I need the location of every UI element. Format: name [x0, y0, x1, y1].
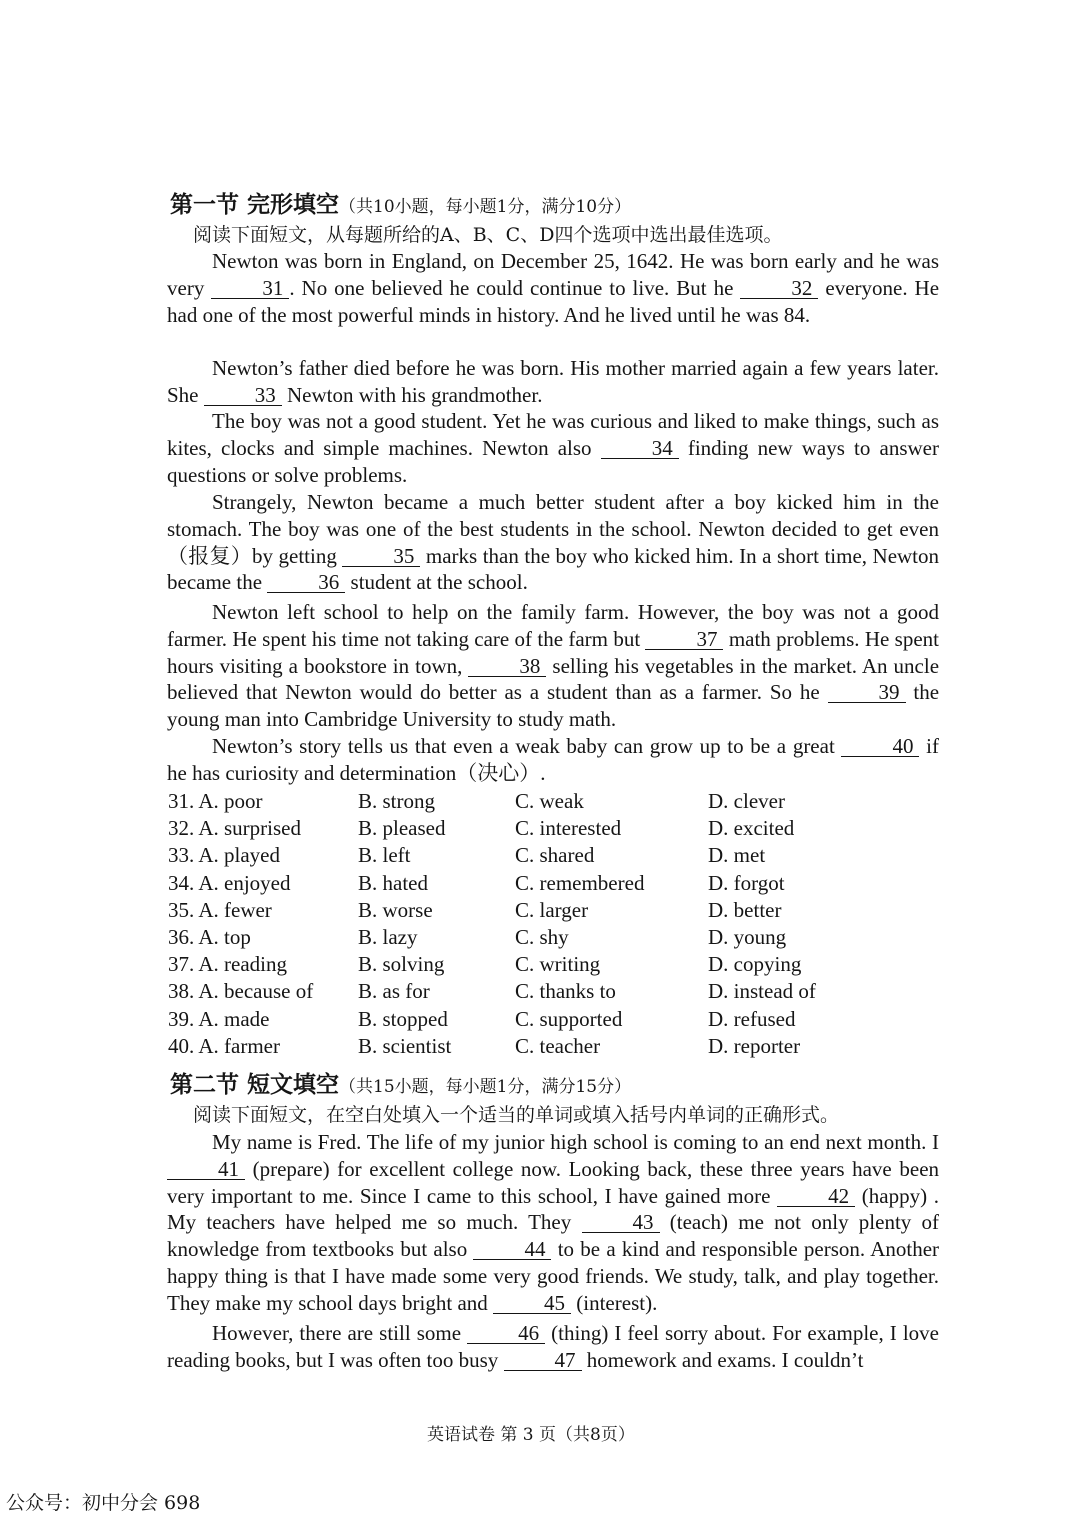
option-31-b: B. strong	[358, 789, 436, 813]
option-33-d: D. met	[708, 843, 766, 868]
option-38-d: D. instead of	[708, 979, 816, 1004]
option-31-c: C. weak	[515, 789, 584, 813]
option-35-d: D. better	[708, 897, 782, 922]
option-35-a: 35. A. fewer	[168, 897, 272, 922]
blank-40: 40	[841, 736, 919, 757]
blank-34: 34	[601, 438, 679, 459]
section2-instruction: 阅读下面短文，在空白处填入一个适当的单词或填入括号内单词的正确形式。	[193, 1104, 840, 1126]
blank-37: 37	[645, 629, 723, 650]
blank-45: 45	[493, 1293, 571, 1314]
option-40-a: 40. A. farmer	[168, 1033, 280, 1058]
option-38-a: 38. A. because of	[168, 979, 314, 1004]
blank-33: 33	[204, 385, 282, 406]
option-38-c: C. thanks to	[515, 979, 616, 1004]
option-37-b: B. solving	[358, 952, 445, 977]
section2-note: （共15小题，每小题1分，满分15分）	[339, 1077, 632, 1097]
options-row-35	[168, 898, 948, 925]
option-32-c: C. interested	[515, 816, 622, 841]
blank-46: 46	[467, 1323, 545, 1344]
options-row-39	[168, 1007, 948, 1034]
blank-41: 41	[167, 1159, 245, 1180]
options-row-38	[168, 979, 948, 1006]
option-33-b: B. left	[358, 843, 411, 868]
options-row-34	[168, 871, 948, 898]
option-31-d: D. clever	[708, 789, 785, 813]
option-37-a: 37. A. reading	[168, 952, 287, 977]
option-40-d: D. reporter	[708, 1033, 801, 1058]
blank-35: 35	[342, 546, 420, 567]
section1-note: （共10小题，每小题1分，满分10分）	[339, 197, 632, 217]
option-36-b: B. lazy	[358, 924, 418, 949]
option-32-d: D. excited	[708, 816, 795, 841]
option-34-a: 34. A. enjoyed	[168, 870, 291, 895]
option-38-b: B. as for	[358, 979, 430, 1004]
option-36-c: C. shy	[515, 924, 569, 949]
option-36-d: D. young	[708, 924, 787, 949]
blank-31: 31	[211, 278, 289, 299]
option-35-b: B. worse	[358, 897, 433, 922]
option-39-c: C. supported	[515, 1006, 623, 1031]
section1-title: 第一节 完形填空	[170, 192, 340, 218]
option-33-a: 33. A. played	[168, 843, 280, 868]
passage2-paragraph-2: However, there are still some 46 (thing) I feel sorry about. For example, I love reading books, but I was often too busy 47 homework and exams. I couldn’t	[167, 1321, 940, 1372]
option-33-c: C. shared	[515, 843, 595, 868]
option-36-a: 36. A. top	[168, 924, 251, 949]
options-row-33	[168, 843, 948, 870]
section2-title: 第二节 短文填空	[170, 1072, 340, 1098]
section1-heading	[170, 186, 631, 219]
option-35-c: C. larger	[515, 897, 589, 922]
option-32-b: B. pleased	[358, 816, 446, 841]
blank-43: 43	[582, 1212, 660, 1233]
option-39-b: B. stopped	[358, 1006, 448, 1031]
option-34-d: D. forgot	[708, 870, 785, 895]
passage1-paragraph-6: Newton’s story tells us that even a weak baby can grow up to be a great 40 if he has curiosity and determination（决心）.	[167, 734, 939, 785]
page-footer: 英语试卷 第 3 页（共8页）	[427, 1425, 635, 1445]
options-row-32	[168, 816, 948, 843]
passage2-paragraph-1: My name is Fred. The life of my junior high school is coming to an end next month. I 41 (prepare) for excellent college now. Looking back, these three years have been very important to me. Since I came to this school, I have gained more 42 (happy) . My teachers have helped me so much. They 43 (teach) me not only plenty of knowledge from textbooks but also 44 to be a kind and responsible person. Another happy thing is that I have made some very good friends. We study, talk, and play together. They make my school days bright and 45 (interest).	[167, 1130, 940, 1315]
blank-38: 38	[468, 656, 546, 677]
section2-heading	[170, 1066, 631, 1099]
option-39-d: D. refused	[708, 1006, 796, 1031]
options-list	[168, 789, 948, 1061]
blank-42: 42	[777, 1186, 855, 1207]
option-37-c: C. writing	[515, 952, 601, 977]
blank-47: 47	[504, 1350, 582, 1371]
option-34-b: B. hated	[358, 870, 428, 895]
passage1-paragraph-4: Strangely, Newton became a much better student after a boy kicked him in the stomach. The boy was one of the best students in the school. Newton decided to get even（报复）by getting 35 marks than the boy who kicked him. In a short time, Newton became the 36 student at the school.	[167, 490, 940, 595]
blank-36: 36	[267, 572, 345, 593]
option-31-a: 31. A. poor	[168, 789, 263, 813]
blank-32: 32	[740, 278, 818, 299]
passage1-paragraph-1: Newton was born in England, on December 25, 1642. He was born early and he was very 31 . No one believed he could continue to live. But he 32 everyone. He had one of the most powerful minds in history. And he lived until he was 84.	[167, 249, 940, 327]
option-39-a: 39. A. made	[168, 1006, 270, 1031]
passage1-paragraph-5: Newton left school to help on the family farm. However, the boy was not a good farmer. He spent his time not taking care of the farm but 37 math problems. He spent hours visiting a bookstore in town, 38 selling his vegetables in the market. An uncle believed that Newton would do better as a student than as a farmer. So he 39 the young man into Cambridge University to study math.	[167, 600, 940, 732]
option-34-c: C. remembered	[515, 870, 645, 895]
blank-39: 39	[828, 682, 906, 703]
options-row-36	[168, 925, 948, 952]
options-row-31	[168, 789, 948, 816]
options-row-40	[168, 1034, 948, 1061]
option-32-a: 32. A. surprised	[168, 816, 301, 841]
watermark-text: 公众号：初中分会 698	[6, 1492, 201, 1514]
option-40-b: B. scientist	[358, 1033, 452, 1058]
passage1-paragraph-3: The boy was not a good student. Yet he was curious and liked to make things, such as kites, clocks and simple machines. Newton also 34 finding new ways to answer questions or solve problems.	[167, 409, 939, 487]
option-40-c: C. teacher	[515, 1033, 601, 1058]
passage1-paragraph-2: Newton’s father died before he was born. His mother married again a few years later. She 33 Newton with his grandmother.	[167, 356, 939, 407]
section1-instruction: 阅读下面短文，从每题所给的A、B、C、D四个选项中选出最佳选项。	[193, 224, 783, 246]
options-row-37	[168, 952, 948, 979]
blank-44: 44	[473, 1239, 551, 1260]
option-37-d: D. copying	[708, 952, 802, 977]
